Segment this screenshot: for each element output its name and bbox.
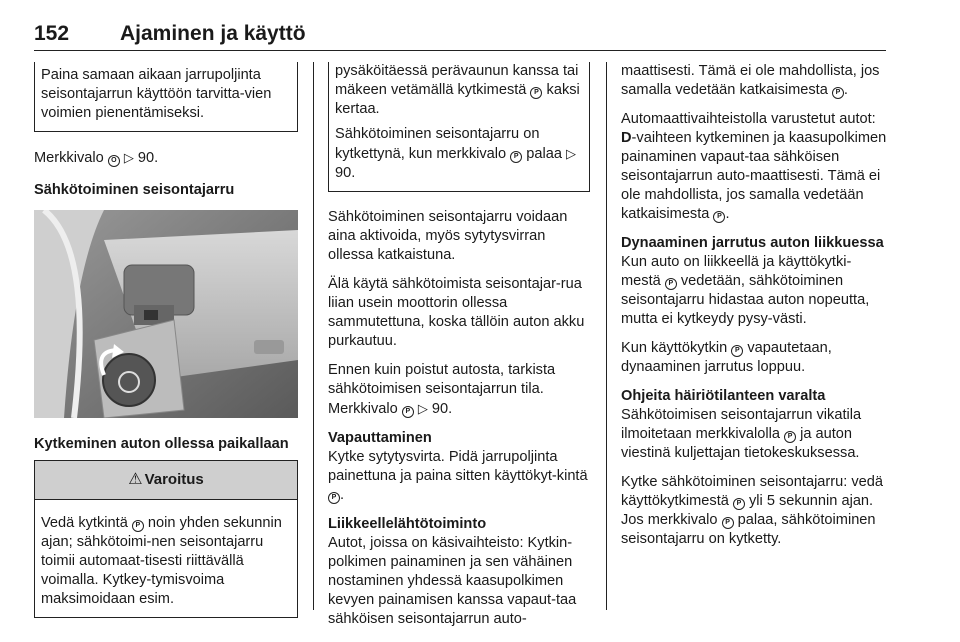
page-number: 152 — [34, 22, 70, 45]
paragraph: Sähkötoiminen seisontajarru voidaan aina aktivoida, myös sytytysvirran ollessa katkaistuna. — [328, 209, 568, 263]
warning-triangle-icon: ⚠ — [128, 471, 143, 488]
box-paragraph: Sähkötoiminen seisontajarru on kytkettynä, kun merkkivalo P palaa ▷ 90. — [335, 126, 577, 181]
column-2 — [328, 62, 590, 639]
warning-body — [35, 500, 297, 617]
paragraph: Kun käyttökytkin P vapautetaan, dynaaminen jarrutus loppuu. — [621, 340, 832, 375]
fault-indicator-icon: P — [784, 431, 796, 443]
subheading: Dynaaminen jarrutus auton liikkuessa — [621, 235, 884, 251]
subheading: Ohjeita häiriötilanteen varalta — [621, 388, 826, 404]
park-switch-icon: P — [665, 278, 677, 290]
note-text: Paina samaan aikaan jarrupoljinta seisontajarrun käyttöön tarvitta-vien voimien pienentämiseksi. — [41, 67, 272, 121]
paragraph: Autot, joissa on käsivaihteisto: Kytkin-polkimen painaminen ja sen vähäinen nostaminen yhdessä kaasupolkimen kevyen painamisen kanssa vapaut-taa sähköisen seisontajarrun auto- — [328, 535, 577, 627]
paragraph: maattisesti. Tämä ei ole mahdollista, jos samalla vedetään katkaisimesta P . — [621, 63, 880, 98]
warning-continuation-box — [328, 62, 590, 192]
paragraph: Kytke sähkötoiminen seisontajarru: vedä käyttökytkimestä P yli 5 sekunnin ajan. Jos merkkivalo P palaa, sähkötoiminen seisontajarru on kytketty. — [621, 474, 884, 547]
parking-brake-switch-photo — [34, 210, 298, 418]
brake-warning-icon: O — [108, 155, 120, 167]
park-switch-icon: P — [132, 520, 144, 532]
warning-box — [34, 460, 298, 618]
park-switch-icon: P — [713, 211, 725, 223]
warning-text: Vedä kytkintä P noin yhden sekunnin ajan; sähkötoimi-nen seisontajarru toimii automaat-tisesti riittävällä voimalla. Kytkey-tymisvoima maksimoidaan esim. — [41, 515, 282, 607]
paragraph: Kytke sytytysvirta. Pidä jarrupoljinta painettuna ja paina sitten käyttökyt-kintä P . — [328, 449, 588, 503]
column-1 — [34, 62, 298, 618]
paragraph: Sähkötoimisen seisontajarrun vikatila ilmoitetaan merkkivalolla P ja auton viestinä kuljettajan tietokeskuksessa. — [621, 407, 862, 461]
reference-arrow-icon: ▷ — [566, 146, 577, 161]
column-separator — [606, 62, 607, 610]
paragraph: Automaattivaihteistolla varustetut autot: D-vaihteen kytkeminen ja kaasupolkimen painaminen vapaut-taa sähköisen seisontajarrun auto-maattisesti. Tämä ei ole mahdollista, jos samalla vedetään katkaisimesta P . — [621, 111, 887, 222]
chapter-title: Ajaminen ja käyttö — [120, 22, 306, 45]
park-indicator-icon: P — [402, 406, 414, 418]
note-box — [34, 62, 298, 132]
park-indicator-icon: P — [722, 517, 734, 529]
reference-arrow-icon: ▷ — [417, 401, 428, 416]
page-header — [34, 22, 886, 52]
photo-caption: Kytkeminen auton ollessa paikallaan — [34, 436, 289, 452]
park-switch-icon: P — [530, 87, 542, 99]
paragraph: Kun auto on liikkeellä ja käyttökytki-mestä P vedetään, sähkötoiminen seisontajarru hidastaa auton nopeutta, mutta ei kytkeydy pysy-västi. — [621, 254, 870, 327]
indicator-line: Merkkivalo O ▷ 90. — [34, 150, 159, 166]
section-title: Sähkötoiminen seisontajarru — [34, 182, 235, 198]
box-paragraph: pysäköitäessä perävaunun kanssa tai mäkeen vetämällä kytkimestä P kaksi kertaa. — [335, 63, 580, 117]
paragraph: Älä käytä sähkötoimista seisontajar-rua liian usein moottorin ollessa sammutettuna, koska tällöin auton akku purkautuu. — [328, 276, 585, 349]
subheading: Liikkeellelähtötoiminto — [328, 516, 487, 532]
reference-arrow-icon: ▷ — [123, 150, 134, 165]
warning-header: ⚠ Varoitus — [35, 461, 297, 500]
park-switch-icon: P — [733, 498, 745, 510]
column-separator — [313, 62, 314, 610]
park-switch-icon: P — [328, 492, 340, 504]
park-indicator-icon: P — [510, 151, 522, 163]
park-switch-icon: P — [832, 87, 844, 99]
subheading: Vapauttaminen — [328, 430, 432, 446]
park-switch-icon: P — [731, 345, 743, 357]
header-rule — [34, 50, 886, 51]
paragraph: Ennen kuin poistut autosta, tarkista sähkötoimisen seisontajarrun tila. Merkkivalo P ▷ 90. — [328, 362, 556, 417]
column-3 — [621, 62, 887, 559]
